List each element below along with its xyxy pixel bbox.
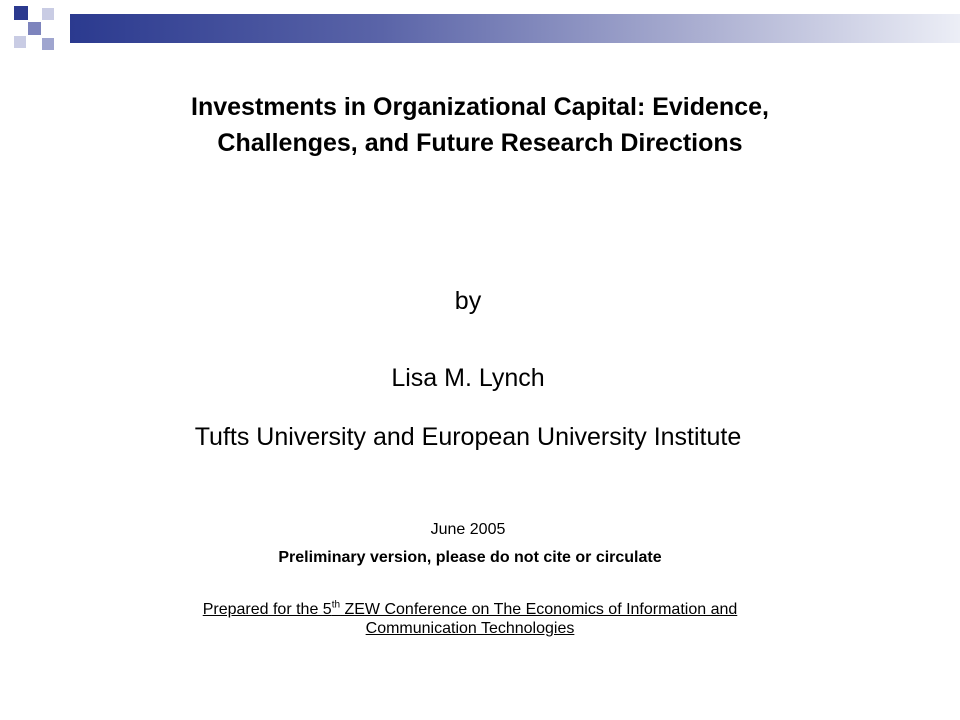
deco-square-light: [42, 8, 54, 20]
header-gradient-bar: [70, 14, 960, 43]
title-line-2: Challenges, and Future Research Directions: [217, 129, 743, 157]
by-label: by: [454, 287, 482, 315]
deco-square-dark: [14, 6, 28, 20]
author-name: Lisa M. Lynch: [391, 364, 545, 392]
author-affiliation: Tufts University and European University Institute: [194, 423, 742, 451]
prepared-after: ZEW Conference on The Economics of Information and: [340, 601, 738, 618]
deco-square-pale: [14, 36, 26, 48]
prepared-for-note: [90, 600, 850, 638]
prepared-superscript: th: [331, 599, 341, 611]
date: June 2005: [430, 521, 506, 538]
prepared-line-2: Communication Technologies: [365, 620, 575, 637]
deco-square-mid: [28, 22, 41, 35]
slide-title: [60, 89, 900, 161]
preliminary-notice: Preliminary version, please do not cite or circulate: [278, 549, 662, 566]
prepared-before: Prepared for the 5: [202, 601, 332, 618]
prepared-line-1: [90, 600, 850, 619]
deco-square-mid-2: [42, 38, 54, 50]
title-line-1: Investments in Organizational Capital: Evidence,: [191, 93, 769, 121]
header-decoration: [0, 0, 960, 60]
